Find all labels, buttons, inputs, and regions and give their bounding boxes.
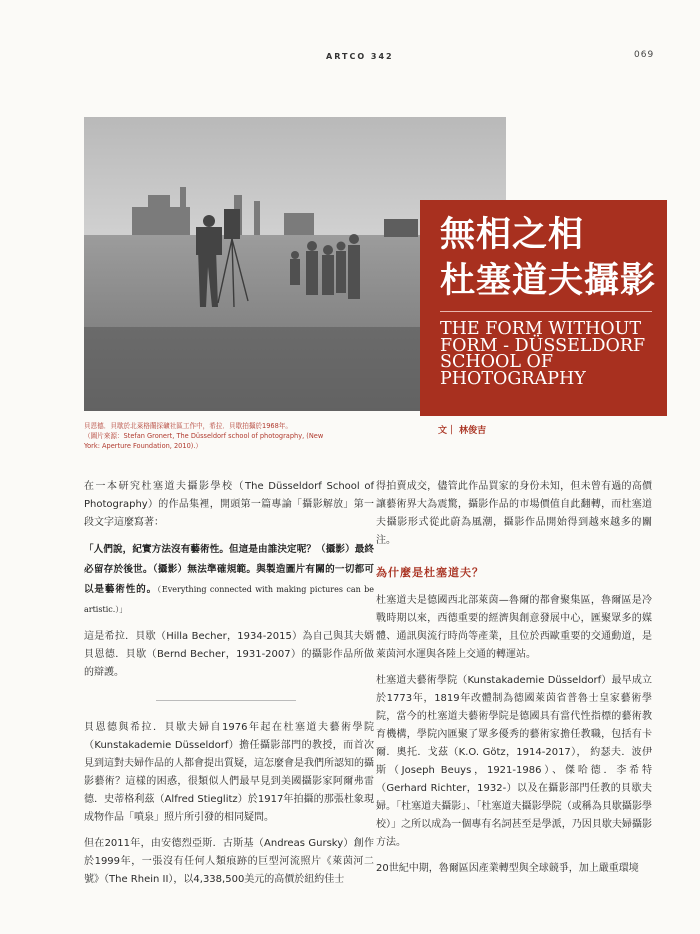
caption-line: 貝恩德．貝歇於北萊格蘭採礦社區工作中，希拉．貝歇拍攝於1968年。 xyxy=(84,422,292,430)
body-paragraph: 杜塞道夫藝術學院（Kunstakademie Düsseldorf）最早成立於1773年，1819年改體制為德國萊茵省普魯士皇家藝術學院，當今的杜塞道夫藝術學院是德國具有當代性指標的藝術教育機構，學院內匯聚了眾多優秀的藝術家擔任教職，包括有卡爾．奧托．戈茲（K.O. Götz，1914-2017）， 約瑟夫．波伊斯（Joseph Beuys，1921-1986）、傑哈德．李希特（Gerhard Richter，1932-）以及在攝影部門任教的貝歇夫婦。「杜塞道夫攝影」、「杜塞道夫攝影學院（或稱為貝歇攝影學校）」之所以成為一個專有名詞甚至是學派，乃因貝歇夫婦攝影方法。 xyxy=(376,675,652,848)
section-heading: 為什麼是杜塞道夫？ xyxy=(376,566,484,579)
page-number: 069 xyxy=(634,50,655,60)
body-paragraph: 這是希拉．貝歇（Hilla Becher，1934-2015）為自己與其夫婿貝恩德．貝歇（Bernd Becher，1931-2007）的攝影作品所做的辯護。 xyxy=(84,631,374,678)
chinese-title-line: 杜塞道夫攝影 xyxy=(440,260,657,301)
body-paragraph: 得拍賣成交，儘管此作品買家的身份未知，但未曾有過的高價讓藝術界大為震驚，攝影作品的市場價值自此翻轉，而杜塞道夫攝影形式從此蔚為風潮，攝影作品開始得到越來越多的關注。 xyxy=(376,481,652,546)
english-title-line: SCHOOL OF xyxy=(440,352,554,372)
english-title-line: PHOTOGRAPHY xyxy=(440,368,586,389)
caption-line: （圖片來源：Stefan Gronert, The Düsseldorf school of photography, (New xyxy=(84,432,324,440)
quote-text: 「人們說，紀實方法沒有藝術性。但這是由誰決定呢？（攝影）最終必留存於後世。（攝影）無法準確規範。與製造圖片有關的一切都可以是藝術性的。 xyxy=(84,544,374,595)
magazine-issue: ARTCO 342 xyxy=(326,52,394,61)
author-byline: 文｜ 林俊吉 xyxy=(438,426,487,436)
english-title-line: THE FORM WITHOUT xyxy=(440,319,642,339)
english-title-line: FORM - DÜSSELDORF xyxy=(440,335,646,356)
right-column xyxy=(376,478,652,886)
caption-line: York: Aperture Foundation, 2010).） xyxy=(84,442,203,450)
section-divider xyxy=(156,700,296,701)
quote-english: （Everything connected with making pictures can be artistic.）」 xyxy=(84,585,374,614)
pull-quote xyxy=(84,540,374,620)
body-paragraph: 貝恩德與希拉．貝歇夫婦自1976年起在杜塞道夫藝術學院（Kunstakademie Düsseldorf）擔任攝影部門的教授，而首次見到這對夫婦作品的人都會提出質疑，這怎麼會是我們所認知的攝影藝術？這樣的困惑，很類似人們最早見到美國攝影家阿爾弗雷德．史蒂格利茲（Alfred Stieglitz）於1917年拍攝的那張杜象現成物作品「噴泉」照片所引發的相同疑問。 xyxy=(84,722,374,823)
english-title xyxy=(440,321,655,387)
body-paragraph: 但在2011年，由安德烈亞斯．古斯基（Andreas Gursky）創作於1999年，一張沒有任何人類痕跡的巨型河流照片《萊茵河二號》（The Rhein II），以4,338,500美元的高價於紐約佳士 xyxy=(84,838,374,885)
body-paragraph: 在一本研究杜塞道夫攝影學校（The Düsseldorf School of Photography）的作品集裡，開頭第一篇專論「攝影解放」第一段文字這麼寫著： xyxy=(84,481,374,528)
chinese-title xyxy=(440,212,656,304)
left-column xyxy=(84,478,374,897)
chinese-title-line: 無相之相 xyxy=(440,214,585,255)
body-paragraph: 20世紀中期，魯爾區因產業轉型與全球競爭，加上嚴重環境 xyxy=(376,863,639,874)
photo-caption xyxy=(84,421,384,451)
title-divider xyxy=(440,311,652,312)
byline-rule xyxy=(420,415,667,416)
body-paragraph: 杜塞道夫是德國西北部萊茵—魯爾的都會聚集區，魯爾區是冷戰時期以來，西德重要的經濟與創意發展中心，匯聚眾多的媒體、通訊與流行時尚等產業，且位於西歐重要的交通動道，是萊茵河水運與各陸上交通的轉運站。 xyxy=(376,595,652,660)
